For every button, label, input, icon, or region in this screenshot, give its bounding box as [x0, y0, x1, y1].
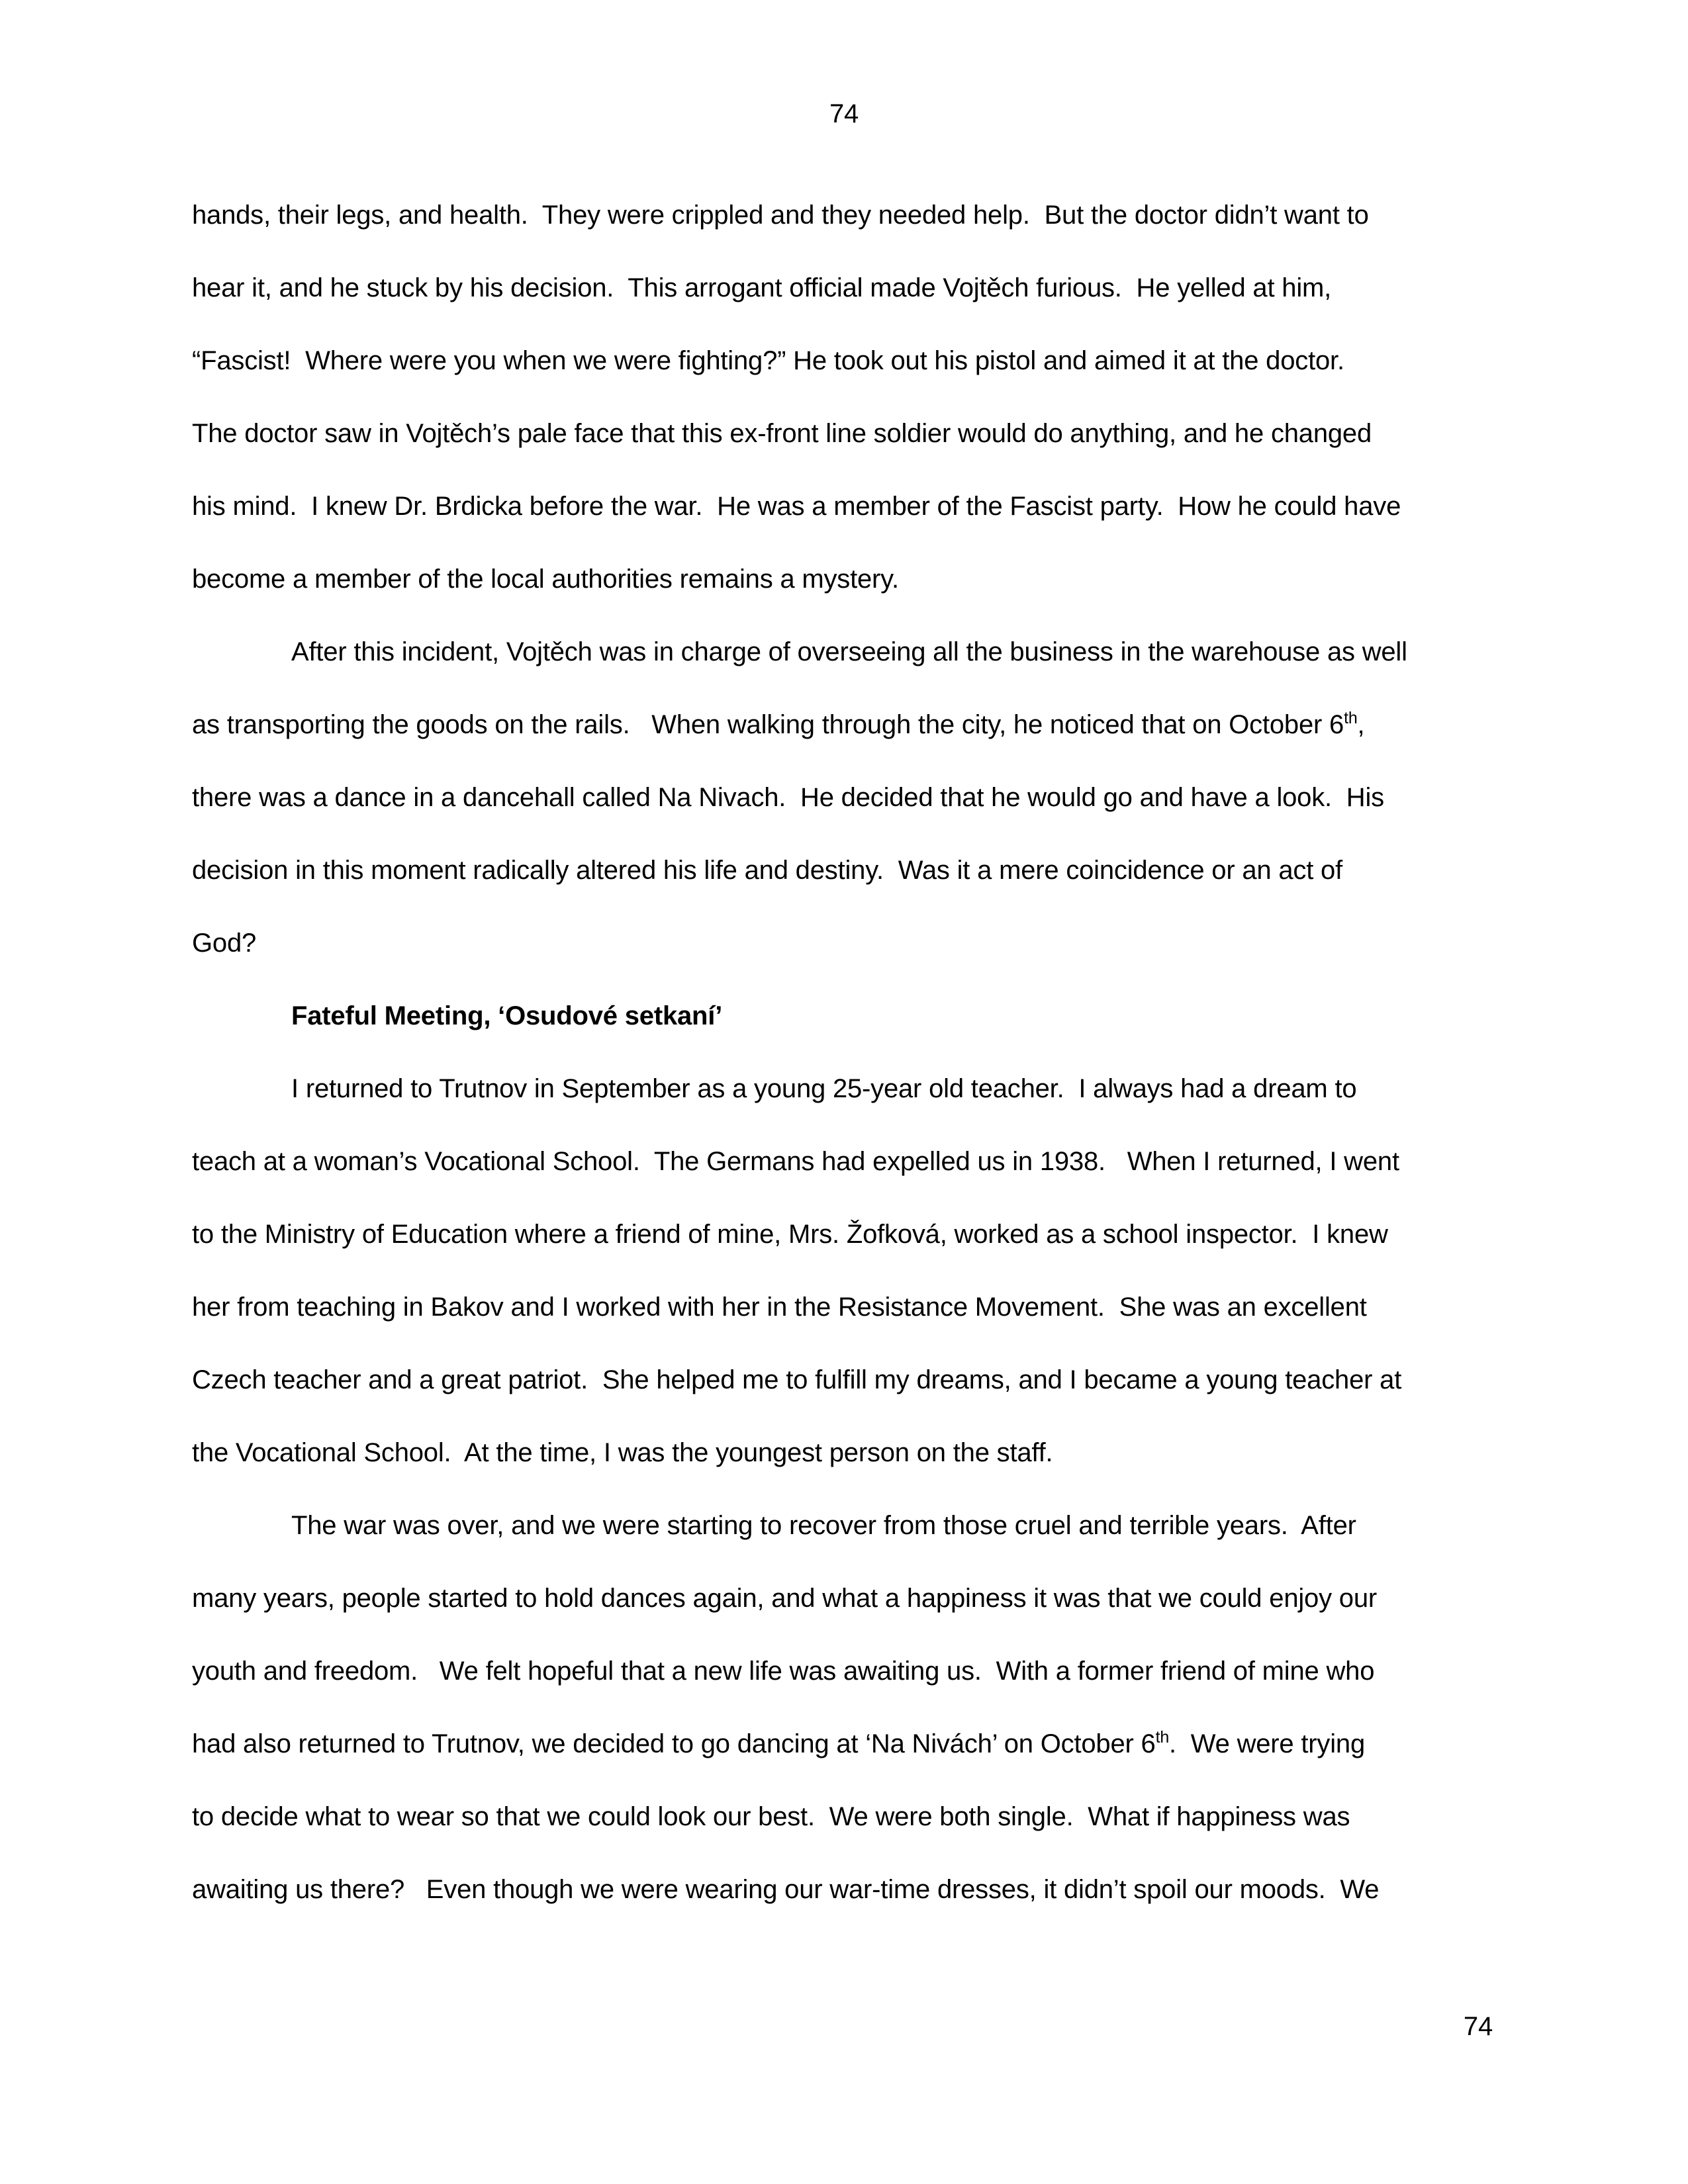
text-segment: to the Ministry of Education where a friend of mine, Mrs. Žofková, worked as a school inspector. I knew — [192, 1220, 1388, 1249]
text-segment: awaiting us there? Even though we were wearing our war-time dresses, it didn’t spoil our moods. We — [192, 1875, 1380, 1904]
text-line — [192, 615, 1509, 688]
text-segment: many years, people started to hold dances again, and what a happiness it was that we could enjoy our — [192, 1584, 1378, 1613]
text-segment: hear it, and he stuck by his decision. This arrogant official made Vojtěch furious. He yelled at him, — [192, 273, 1332, 302]
text-segment: had also returned to Trutnov, we decided to go dancing at ‘Na Nivách’ on October 6 — [192, 1729, 1156, 1758]
text-line — [192, 1198, 1509, 1271]
text-segment: the Vocational School. At the time, I was the youngest person on the staff. — [192, 1438, 1053, 1467]
paragraph — [192, 179, 1509, 615]
text-line — [192, 1343, 1509, 1416]
text-line — [192, 1635, 1509, 1707]
text-segment: After this incident, Vojtěch was in charge of overseeing all the business in the warehouse as well — [291, 637, 1407, 666]
text-segment: decision in this moment radically altered his life and destiny. Was it a mere coincidence or an act of — [192, 856, 1343, 885]
text-segment: Czech teacher and a great patriot. She helped me to fulfill my dreams, and I became a young teacher at — [192, 1365, 1402, 1394]
page-number-top: 74 — [829, 99, 859, 128]
text-segment: there was a dance in a dancehall called Na Nivach. He decided that he would go and have a look. His — [192, 783, 1384, 812]
text-line — [192, 761, 1509, 834]
text-line — [192, 543, 1509, 615]
text-segment: God? — [192, 929, 257, 958]
text-segment: become a member of the local authorities remains a mystery. — [192, 565, 899, 594]
text-segment: hands, their legs, and health. They were crippled and they needed help. But the doctor didn’t want to — [192, 201, 1369, 230]
text-segment: Fateful Meeting, ‘Osudové setkaní’ — [291, 1001, 723, 1030]
text-segment: teach at a woman’s Vocational School. The Germans had expelled us in 1938. When I returned, I went — [192, 1147, 1399, 1176]
text-line — [192, 1271, 1509, 1343]
text-line — [192, 1780, 1509, 1853]
text-segment: . We were trying — [1169, 1729, 1366, 1758]
page-number-bottom: 74 — [1463, 2012, 1493, 2041]
text-line — [192, 834, 1509, 907]
text-segment: “Fascist! Where were you when we were fighting?” He took out his pistol and aimed it at the doctor. — [192, 346, 1344, 375]
paragraph — [192, 1489, 1509, 1926]
text-segment: as transporting the goods on the rails. When walking through the city, he noticed that on October 6 — [192, 710, 1344, 739]
text-line — [192, 1562, 1509, 1635]
ordinal-superscript: th — [1344, 709, 1358, 727]
section-heading — [192, 979, 1509, 1052]
text-segment: his mind. I knew Dr. Brdicka before the war. He was a member of the Fascist party. How he could have — [192, 492, 1401, 521]
text-line — [192, 397, 1509, 470]
text-line — [192, 1052, 1509, 1125]
text-segment: The war was over, and we were starting to recover from those cruel and terrible years. After — [291, 1511, 1356, 1540]
text-segment: her from teaching in Bakov and I worked with her in the Resistance Movement. She was an excellent — [192, 1293, 1367, 1322]
document-body — [192, 179, 1509, 1926]
text-segment: youth and freedom. We felt hopeful that a new life was awaiting us. With a former friend of mine who — [192, 1657, 1375, 1686]
paragraph — [192, 615, 1509, 979]
text-segment: The doctor saw in Vojtěch’s pale face that this ex-front line soldier would do anything, and he changed — [192, 419, 1372, 448]
text-segment: to decide what to wear so that we could look our best. We were both single. What if happiness was — [192, 1802, 1350, 1831]
ordinal-superscript: th — [1155, 1728, 1170, 1747]
text-line — [192, 1125, 1509, 1198]
text-line — [192, 1416, 1509, 1489]
text-line — [192, 1489, 1509, 1562]
text-line — [192, 179, 1509, 251]
paragraph — [192, 1052, 1509, 1489]
heading-line — [192, 979, 1509, 1052]
text-line — [192, 251, 1509, 324]
text-segment: , — [1357, 710, 1365, 739]
text-line — [192, 470, 1509, 543]
text-line — [192, 324, 1509, 397]
text-segment: I returned to Trutnov in September as a young 25-year old teacher. I always had a dream to — [291, 1074, 1357, 1103]
text-line — [192, 1707, 1509, 1780]
text-line — [192, 907, 1509, 979]
text-line — [192, 688, 1509, 761]
text-line — [192, 1853, 1509, 1926]
